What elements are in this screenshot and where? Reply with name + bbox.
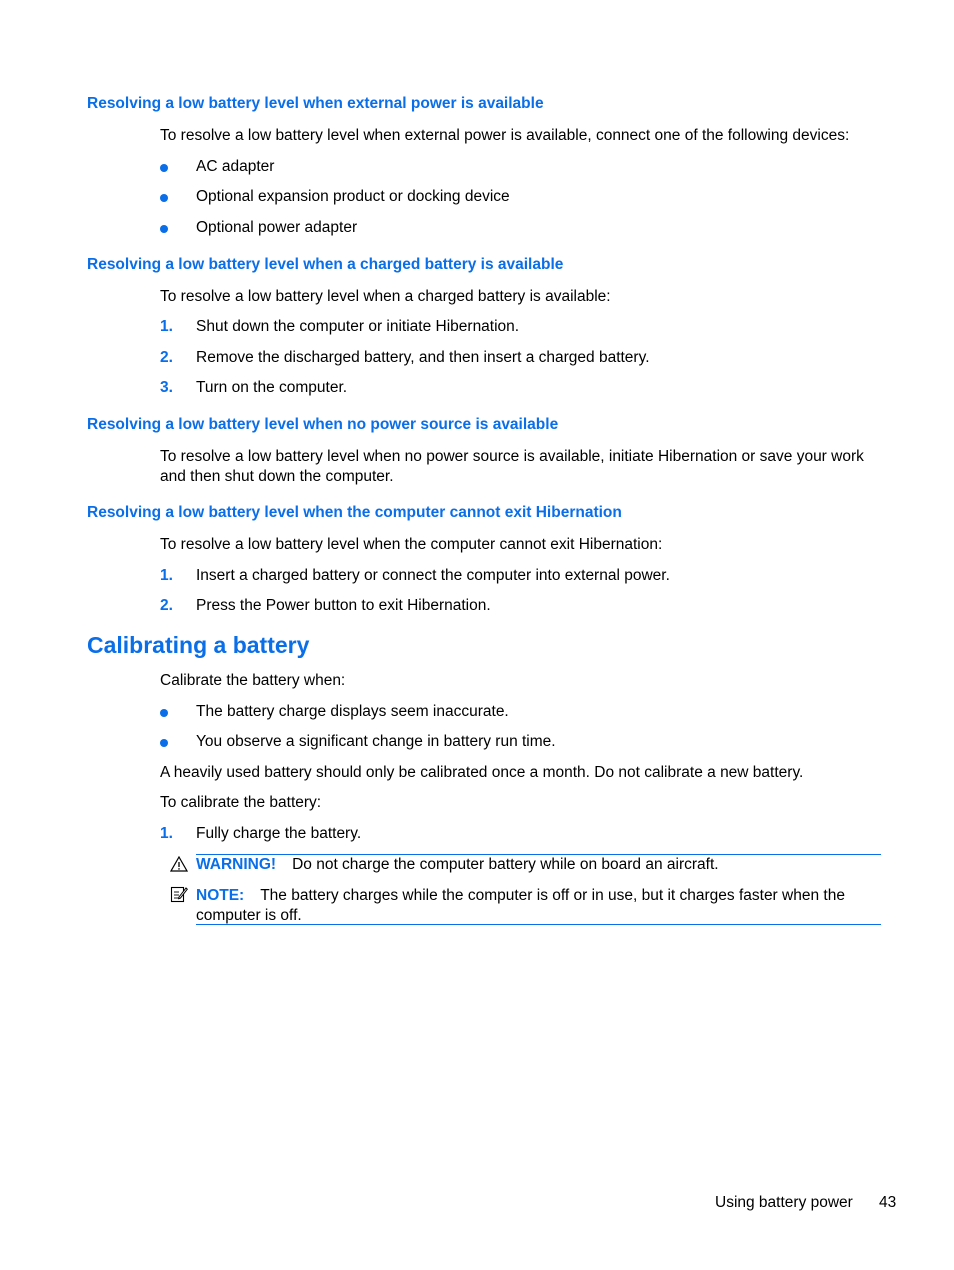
warning-callout [196, 856, 719, 874]
section-heading-hibernation: Resolving a low battery level when the computer cannot exit Hibernation [87, 504, 622, 521]
callout-bottom-rule [196, 924, 881, 925]
step-text: Turn on the computer. [196, 379, 348, 396]
page-heading-calibrating: Calibrating a battery [87, 632, 310, 658]
note-label: NOTE: [196, 887, 245, 904]
list-item: Optional expansion product or docking device [196, 188, 510, 205]
paragraph: To calibrate the battery: [160, 794, 322, 811]
section-body: To resolve a low battery level when no power source is available, initiate Hibernation or save your work and then shut down the computer. [160, 448, 864, 485]
section-intro: To resolve a low battery level when external power is available, connect one of the following devices: [160, 127, 850, 144]
callout-top-rule [196, 854, 881, 855]
list-item: Optional power adapter [196, 219, 358, 236]
list-item: You observe a significant change in battery run time. [196, 733, 556, 750]
list-item: AC adapter [196, 158, 275, 175]
paragraph: A heavily used battery should only be calibrated once a month. Do not calibrate a new battery. [160, 764, 804, 781]
step-text: Press the Power button to exit Hibernation. [196, 597, 491, 614]
section-intro: Calibrate the battery when: [160, 672, 346, 689]
step-number: 3. [160, 379, 173, 396]
bullet-icon [160, 225, 168, 233]
warning-text: Do not charge the computer battery while on board an aircraft. [292, 856, 719, 873]
section-intro: To resolve a low battery level when a charged battery is available: [160, 288, 611, 305]
step-number: 1. [160, 318, 173, 335]
step-number: 2. [160, 349, 173, 366]
note-callout [196, 886, 881, 925]
page-number: 43 [879, 1194, 897, 1211]
bullet-icon [160, 194, 168, 202]
step-number: 2. [160, 597, 173, 614]
warning-icon [170, 856, 188, 872]
step-text: Remove the discharged battery, and then insert a charged battery. [196, 349, 650, 366]
note-text: The battery charges while the computer is off or in use, but it charges faster when the computer is off. [196, 887, 845, 924]
step-text: Fully charge the battery. [196, 825, 362, 842]
list-item: The battery charge displays seem inaccurate. [196, 703, 509, 720]
bullet-icon [160, 709, 168, 717]
step-number: 1. [160, 567, 173, 584]
step-text: Shut down the computer or initiate Hibernation. [196, 318, 520, 335]
step-text: Insert a charged battery or connect the computer into external power. [196, 567, 670, 584]
section-intro: To resolve a low battery level when the computer cannot exit Hibernation: [160, 536, 663, 553]
warning-label: WARNING! [196, 856, 277, 873]
footer-section-title: Using battery power [715, 1194, 853, 1211]
note-icon [170, 885, 188, 903]
section-heading-no-power: Resolving a low battery level when no power source is available [87, 416, 559, 433]
bullet-icon [160, 164, 168, 172]
section-heading-external-power: Resolving a low battery level when external power is available [87, 95, 544, 112]
bullet-icon [160, 739, 168, 747]
section-heading-charged-battery: Resolving a low battery level when a charged battery is available [87, 256, 564, 273]
step-number: 1. [160, 825, 173, 842]
